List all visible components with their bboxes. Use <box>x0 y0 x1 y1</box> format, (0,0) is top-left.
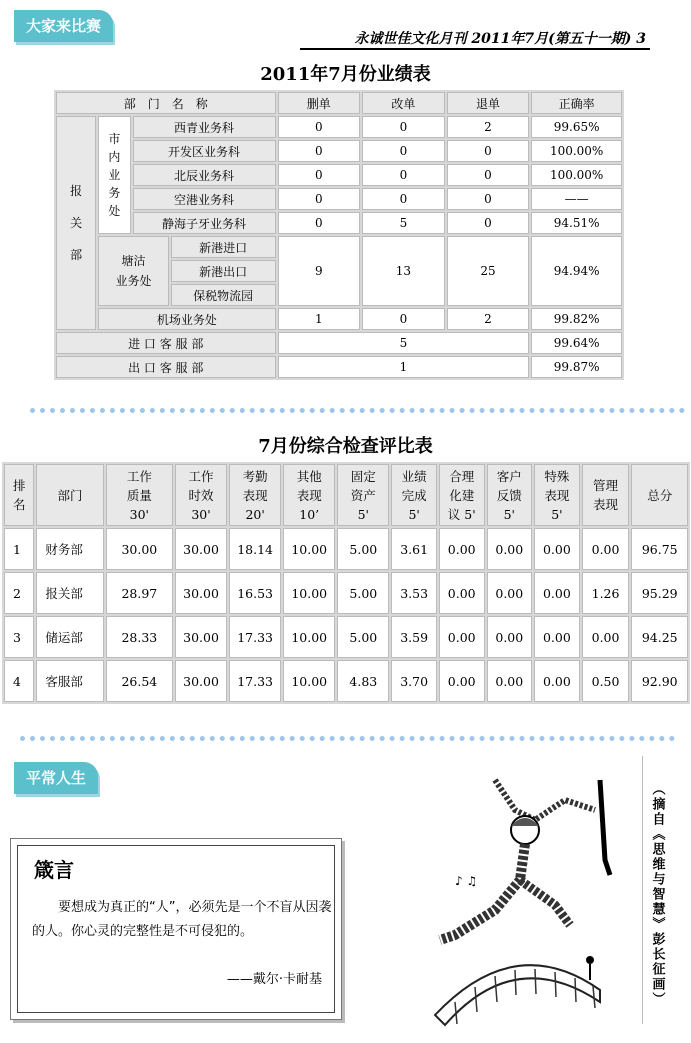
review-cell: 0.00 <box>487 660 533 702</box>
perf-header-rate: 正确率 <box>531 92 622 114</box>
cell: 1 <box>278 308 361 330</box>
cell: 100.00% <box>531 164 622 186</box>
row-name: 西青业务科 <box>133 116 276 138</box>
cell: 1 <box>278 356 530 378</box>
review-cell: 0.00 <box>439 528 485 570</box>
review-cell: 30.00 <box>175 528 227 570</box>
review-cell: 30.00 <box>175 572 227 614</box>
cell: 9 <box>278 236 361 306</box>
review-cell: 16.53 <box>229 572 281 614</box>
review-table-title: 7月份综合检查评比表 <box>258 436 433 457</box>
review-cell: 17.33 <box>229 616 281 658</box>
cell: —— <box>531 188 622 210</box>
table-row <box>4 616 688 658</box>
row-name: 空港业务科 <box>133 188 276 210</box>
review-header-7: 业绩 完成 5' <box>391 464 437 526</box>
cell: 0 <box>362 140 445 162</box>
review-cell: 92.90 <box>631 660 688 702</box>
illustration-caption <box>642 756 671 1024</box>
review-cell: 报关部 <box>36 572 103 614</box>
review-header-3: 工作 时效 30' <box>175 464 227 526</box>
quote-inner-frame <box>17 845 335 1013</box>
row-name: 开发区业务科 <box>133 140 276 162</box>
review-cell: 0.00 <box>582 616 630 658</box>
review-header-11: 管理 表现 <box>582 464 630 526</box>
review-cell: 28.33 <box>106 616 173 658</box>
review-cell: 储运部 <box>36 616 103 658</box>
performance-table <box>54 90 624 380</box>
review-cell: 0.00 <box>487 572 533 614</box>
cell: 5 <box>278 332 530 354</box>
group-tanggu: 塘沽 业务处 <box>98 236 168 306</box>
cell: 0 <box>362 164 445 186</box>
cell: 0 <box>447 212 530 234</box>
review-cell: 5.00 <box>337 572 389 614</box>
running-header-text: 永诚世佳文化月刊 2011年7月(第五十一期) 3 <box>354 31 646 47</box>
section-badge-life: 平常人生 <box>14 762 98 794</box>
review-header-4: 考勤 表现 20' <box>229 464 281 526</box>
tanggu-item: 新港进口 <box>171 236 276 258</box>
cell: 13 <box>362 236 445 306</box>
review-cell: 0.00 <box>534 528 580 570</box>
review-cell: 1.26 <box>582 572 630 614</box>
review-cell: 30.00 <box>175 660 227 702</box>
review-cell: 96.75 <box>631 528 688 570</box>
cell: 99.65% <box>531 116 622 138</box>
review-cell: 3.59 <box>391 616 437 658</box>
group-customs: 报 关 部 <box>56 116 96 330</box>
quote-body: 要想成为真正的“人”，必须先是一个不盲从因袭的人。你心灵的完整性是不可侵犯的。 <box>32 900 332 939</box>
cell: 99.82% <box>531 308 622 330</box>
cell: 99.64% <box>531 332 622 354</box>
table-row <box>4 572 688 614</box>
review-cell: 4 <box>4 660 34 702</box>
cell: 99.87% <box>531 356 622 378</box>
quote-author: ——戴尔·卡耐基 <box>226 972 322 987</box>
dotted-divider <box>30 408 685 413</box>
row-export: 出 口 客 服 部 <box>56 356 276 378</box>
table-row <box>4 660 688 702</box>
perf-table-title: 2011年7月份业绩表 <box>260 64 431 85</box>
review-cell: 17.33 <box>229 660 281 702</box>
review-cell: 0.00 <box>439 572 485 614</box>
review-cell: 3.53 <box>391 572 437 614</box>
tanggu-item: 保税物流园 <box>171 284 276 306</box>
review-cell: 0.00 <box>582 528 630 570</box>
dancer-cartoon-illustration <box>395 740 640 1030</box>
review-cell: 94.25 <box>631 616 688 658</box>
perf-header-mod: 改单 <box>362 92 445 114</box>
cell: 100.00% <box>531 140 622 162</box>
review-cell: 0.00 <box>439 660 485 702</box>
review-cell: 95.29 <box>631 572 688 614</box>
review-cell: 30.00 <box>106 528 173 570</box>
cell: 25 <box>447 236 530 306</box>
review-cell: 财务部 <box>36 528 103 570</box>
quote-box <box>10 838 342 1020</box>
cell: 2 <box>447 308 530 330</box>
review-cell: 3 <box>4 616 34 658</box>
section-badge-contest: 大家来比赛 <box>14 10 113 42</box>
cell: 0 <box>362 116 445 138</box>
review-cell: 10.00 <box>283 660 335 702</box>
review-header-6: 固定 资产 5' <box>337 464 389 526</box>
review-cell: 5.00 <box>337 616 389 658</box>
review-cell: 10.00 <box>283 528 335 570</box>
cell: 0 <box>447 188 530 210</box>
review-cell: 5.00 <box>337 528 389 570</box>
review-cell: 30.00 <box>175 616 227 658</box>
cell: 0 <box>278 140 361 162</box>
review-header-12: 总分 <box>631 464 688 526</box>
review-header-5: 其他 表现 10’ <box>283 464 335 526</box>
table-row <box>4 528 688 570</box>
cell: 0 <box>362 308 445 330</box>
quote-title: 箴言 <box>34 858 74 882</box>
cell: 0 <box>278 188 361 210</box>
cell: 0 <box>278 212 361 234</box>
review-table <box>2 462 690 704</box>
review-cell: 0.00 <box>534 572 580 614</box>
review-cell: 1 <box>4 528 34 570</box>
review-cell: 0.00 <box>487 528 533 570</box>
review-cell: 0.50 <box>582 660 630 702</box>
review-cell: 10.00 <box>283 572 335 614</box>
cell: 0 <box>278 116 361 138</box>
row-name: 北辰业务科 <box>133 164 276 186</box>
cell: 2 <box>447 116 530 138</box>
perf-header-name: 部 门 名 称 <box>56 92 276 114</box>
group-city: 市 内 业 务 处 <box>98 116 130 234</box>
tanggu-item: 新港出口 <box>171 260 276 282</box>
review-cell: 0.00 <box>439 616 485 658</box>
caption-text: （摘自《思维与智慧》彭长征画） <box>649 782 665 1007</box>
cell: 0 <box>447 140 530 162</box>
review-cell: 3.70 <box>391 660 437 702</box>
review-header-9: 客户 反馈 5' <box>487 464 533 526</box>
row-name: 机场业务处 <box>98 308 275 330</box>
review-cell: 0.00 <box>534 660 580 702</box>
review-header-10: 特殊 表现 5' <box>534 464 580 526</box>
row-name: 静海子牙业务科 <box>133 212 276 234</box>
review-cell: 2 <box>4 572 34 614</box>
review-header-0: 排 名 <box>4 464 34 526</box>
review-cell: 18.14 <box>229 528 281 570</box>
review-cell: 26.54 <box>106 660 173 702</box>
review-header-2: 工作 质量 30' <box>106 464 173 526</box>
cell: 5 <box>362 212 445 234</box>
cell: 0 <box>447 164 530 186</box>
cell: 0 <box>278 164 361 186</box>
review-cell: 客服部 <box>36 660 103 702</box>
cell: 0 <box>362 188 445 210</box>
review-cell: 4.83 <box>337 660 389 702</box>
perf-header-del: 删单 <box>278 92 361 114</box>
review-cell: 0.00 <box>487 616 533 658</box>
svg-text:♪ ♫: ♪ ♫ <box>455 874 478 888</box>
cell: 94.94% <box>531 236 622 306</box>
cell: 94.51% <box>531 212 622 234</box>
perf-header-ret: 退单 <box>447 92 530 114</box>
review-cell: 28.97 <box>106 572 173 614</box>
review-cell: 10.00 <box>283 616 335 658</box>
review-header-1: 部门 <box>36 464 103 526</box>
running-header <box>300 28 650 50</box>
review-cell: 3.61 <box>391 528 437 570</box>
review-header-8: 合理 化建 议 5' <box>439 464 485 526</box>
review-cell: 0.00 <box>534 616 580 658</box>
row-import: 进 口 客 服 部 <box>56 332 276 354</box>
